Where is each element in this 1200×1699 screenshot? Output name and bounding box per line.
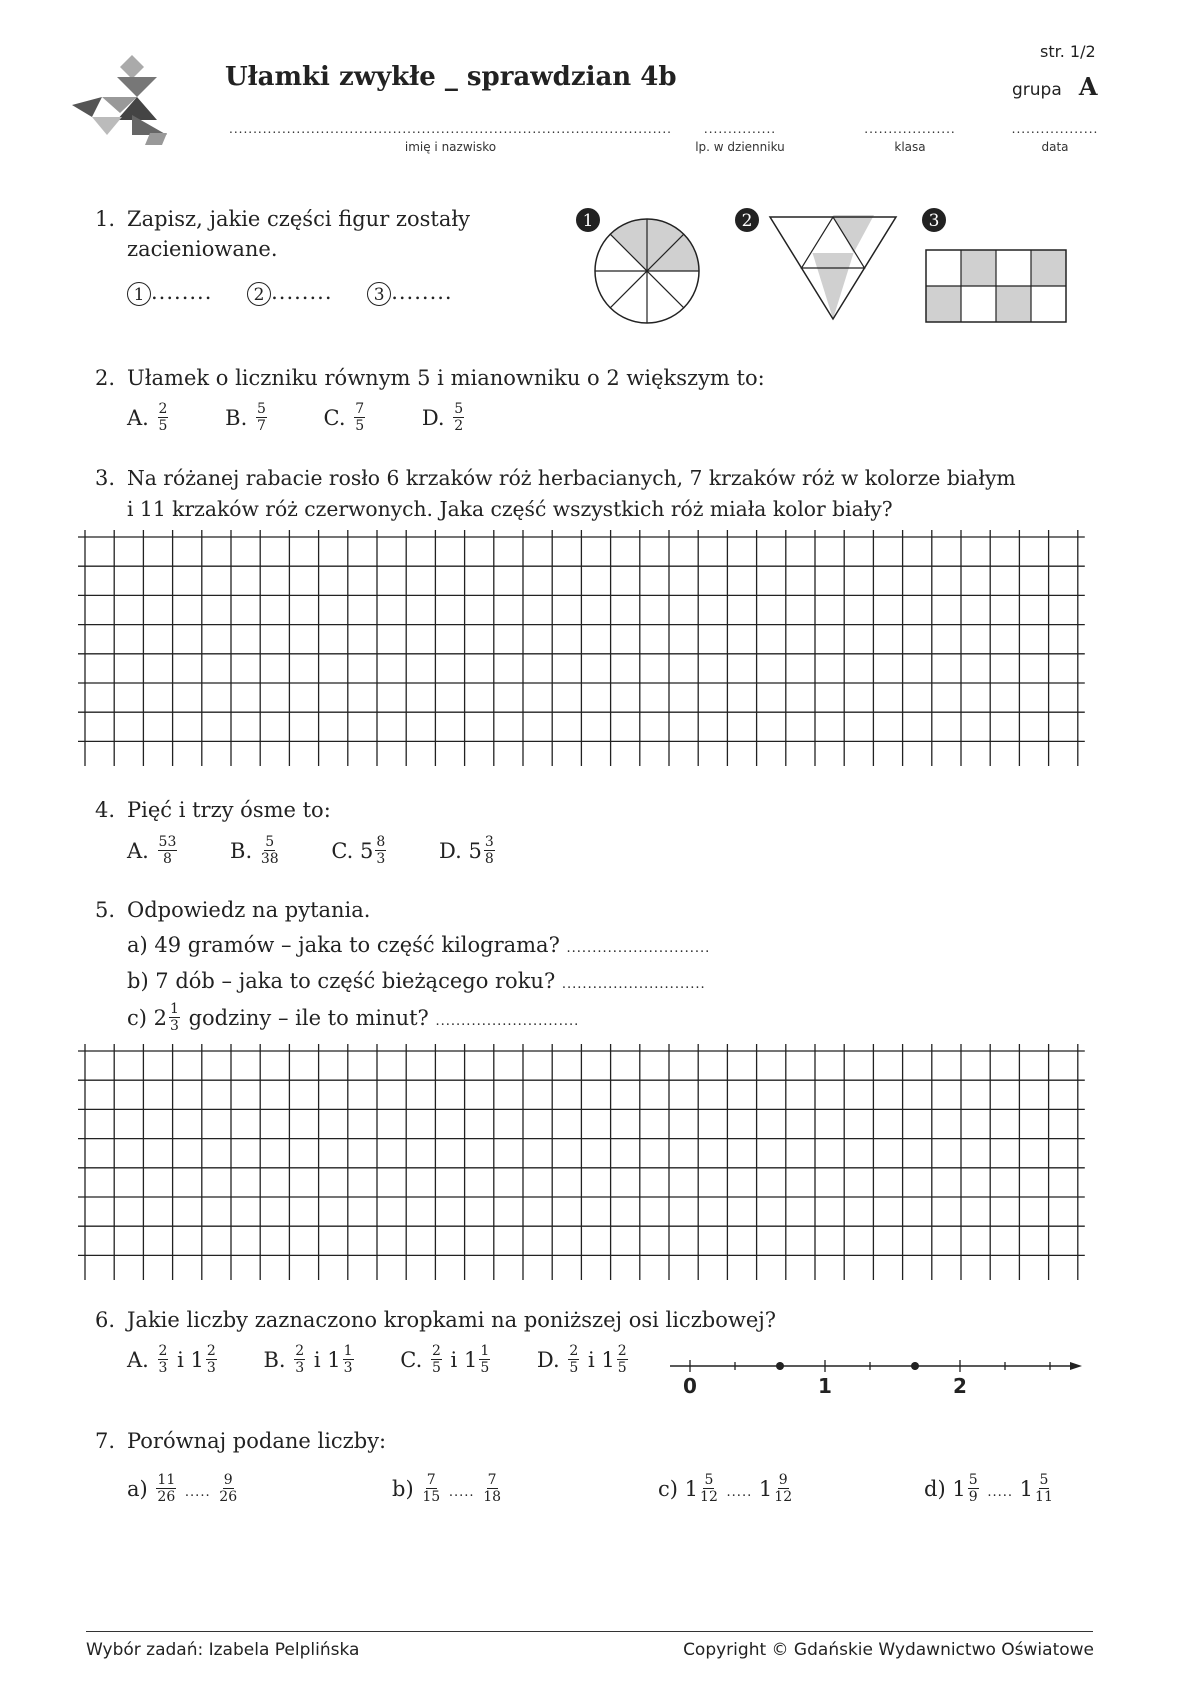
q6-number: 6. (95, 1308, 116, 1332)
q3-text-line1: Na różanej rabacie rosło 6 krzaków róż herbacianych, 7 krzaków róż w kolorze białym (127, 466, 1016, 490)
q5-answer-b[interactable]: ............................ (561, 977, 706, 992)
figure-triangle (768, 215, 898, 325)
q4-option-a[interactable]: A. $\frac{53}{8}$ (127, 834, 177, 867)
q3-number: 3. (95, 466, 116, 490)
q7-item-b: b) $\frac{7}{15}$ ..... $\frac{7}{18}$ (392, 1472, 502, 1505)
field-class-number[interactable] (665, 124, 815, 154)
q1-answer-2[interactable] (247, 280, 332, 304)
group-indicator (1012, 72, 1097, 101)
q1-answer-1[interactable] (127, 280, 212, 304)
axis-arrow-icon (1070, 1362, 1082, 1370)
q2-number: 2. (95, 366, 116, 390)
q4-text: Pięć i trzy ósme to: (127, 798, 331, 822)
q1-text-line1: Zapisz, jakie części figur zostały (127, 207, 471, 231)
circled-number-icon: 3 (367, 282, 391, 306)
field-date-dots: .................. (1011, 122, 1099, 136)
q2-options (127, 401, 466, 435)
field-date-label: data (1041, 140, 1069, 154)
q7-answer-c[interactable]: ..... (726, 1485, 753, 1500)
q7-item-c: c) 1 $\frac{5}{12}$ ..... 1 $\frac{9}{12}$ (658, 1472, 793, 1505)
footer-rule (86, 1631, 1093, 1632)
q3-work-grid[interactable] (78, 530, 1102, 766)
q5-item-a: a) 49 gramów – jaka to część kilograma? ............................ (127, 933, 711, 957)
q5-answer-c[interactable]: ............................ (435, 1014, 580, 1029)
circled-number-icon: 1 (127, 282, 151, 306)
q2-option-a[interactable]: A. $\frac{2}{5}$ (127, 401, 168, 434)
q6-options (127, 1343, 630, 1377)
q4-options (127, 834, 497, 868)
figure-rectangle (925, 249, 1067, 323)
q1-answer-3-dots: ........ (391, 280, 453, 304)
figure-1-mark: 1 (576, 208, 600, 232)
q5-work-grid[interactable] (78, 1044, 1102, 1280)
publisher-logo (72, 55, 182, 150)
q5-item-b: b) 7 dób – jaka to część bieżącego roku? ............................ (127, 969, 706, 993)
q7-number: 7. (95, 1429, 116, 1453)
figure-3-mark: 3 (922, 208, 946, 232)
q1-number: 1. (95, 207, 116, 231)
q1-answer-1-dots: ........ (151, 280, 213, 304)
footer-author: Wybór zadań: Izabela Pelplińska (86, 1640, 360, 1660)
q7-text: Porównaj podane liczby: (127, 1429, 387, 1453)
circled-number-icon: 2 (247, 282, 271, 306)
field-name[interactable] (218, 124, 683, 154)
q5-answer-a[interactable]: ............................ (566, 941, 711, 956)
field-class-number-dots: ............... (703, 122, 777, 136)
axis-label-0: 0 (683, 1374, 697, 1398)
q5-number: 5. (95, 898, 116, 922)
group-label: grupa (1012, 80, 1062, 100)
number-line (670, 1352, 1090, 1402)
q7-answer-d[interactable]: ..... (987, 1485, 1013, 1500)
figure-circle (592, 216, 702, 326)
page-number: str. 1/2 (1040, 42, 1096, 61)
axis-label-2: 2 (953, 1374, 967, 1398)
q1-text-line2: zacieniowane. (127, 237, 278, 261)
field-class-dots: ................... (864, 122, 956, 136)
field-class-number-label: lp. w dzienniku (695, 140, 785, 154)
axis-label-1: 1 (818, 1374, 832, 1398)
field-class[interactable] (860, 124, 960, 154)
q7-answer-b[interactable]: ..... (448, 1485, 475, 1500)
q7-item-d: d) 1 $\frac{5}{9}$ ..... 1 $\frac{5}{11}$ (924, 1472, 1053, 1505)
q6-option-d[interactable]: D. $\frac{2}{5}$ i 1 $\frac{2}{5}$ (536, 1343, 627, 1376)
q5-text: Odpowiedz na pytania. (127, 898, 371, 922)
group-value: A (1078, 72, 1098, 101)
q2-option-c[interactable]: C. $\frac{7}{5}$ (323, 401, 365, 434)
axis-point (911, 1362, 919, 1370)
q2-option-d[interactable]: D. $\frac{5}{2}$ (421, 401, 464, 434)
q7-answer-a[interactable]: ..... (184, 1485, 211, 1500)
axis-point (776, 1362, 784, 1370)
q4-option-d[interactable]: D. 5 $\frac{3}{8}$ (439, 834, 494, 867)
q6-text: Jakie liczby zaznaczono kropkami na poniższej osi liczbowej? (127, 1308, 777, 1332)
q2-option-b[interactable]: B. $\frac{5}{7}$ (225, 401, 266, 434)
q1-answers (127, 280, 453, 306)
q4-number: 4. (95, 798, 116, 822)
field-class-label: klasa (894, 140, 926, 154)
q6-option-a[interactable]: A. $\frac{2}{3}$ i 1 $\frac{2}{3}$ (127, 1343, 216, 1376)
q6-option-b[interactable]: B. $\frac{2}{3}$ i 1 $\frac{1}{3}$ (263, 1343, 353, 1376)
footer-copyright: Copyright © Gdańskie Wydawnictwo Oświatowe (683, 1640, 1094, 1660)
q6-option-c[interactable]: C. $\frac{2}{5}$ i 1 $\frac{1}{5}$ (400, 1343, 490, 1376)
figure-2-mark: 2 (735, 208, 759, 232)
q5-item-c: c) 2 $\frac{1}{3}$ godziny – ile to minut? ............................ (127, 1001, 580, 1034)
q4-option-b[interactable]: B. $\frac{5}{38}$ (230, 834, 279, 867)
q3-text-line2: i 11 krzaków róż czerwonych. Jaka część wszystkich róż miała kolor biały? (127, 497, 893, 521)
q7-item-a: a) $\frac{11}{26}$ ..... $\frac{9}{26}$ (127, 1472, 238, 1505)
q1-answer-2-dots: ........ (271, 280, 333, 304)
q4-option-c[interactable]: C. 5 $\frac{8}{3}$ (331, 834, 386, 867)
page-title: Ułamki zwykłe _ sprawdzian 4b (225, 62, 677, 92)
q1-answer-3[interactable] (367, 280, 452, 304)
field-date[interactable] (1000, 124, 1110, 154)
q2-text: Ułamek o liczniku równym 5 i mianowniku o 2 większym to: (127, 366, 765, 390)
field-name-dots: ............................................................................................ (229, 122, 672, 136)
field-name-label: imię i nazwisko (404, 140, 497, 154)
